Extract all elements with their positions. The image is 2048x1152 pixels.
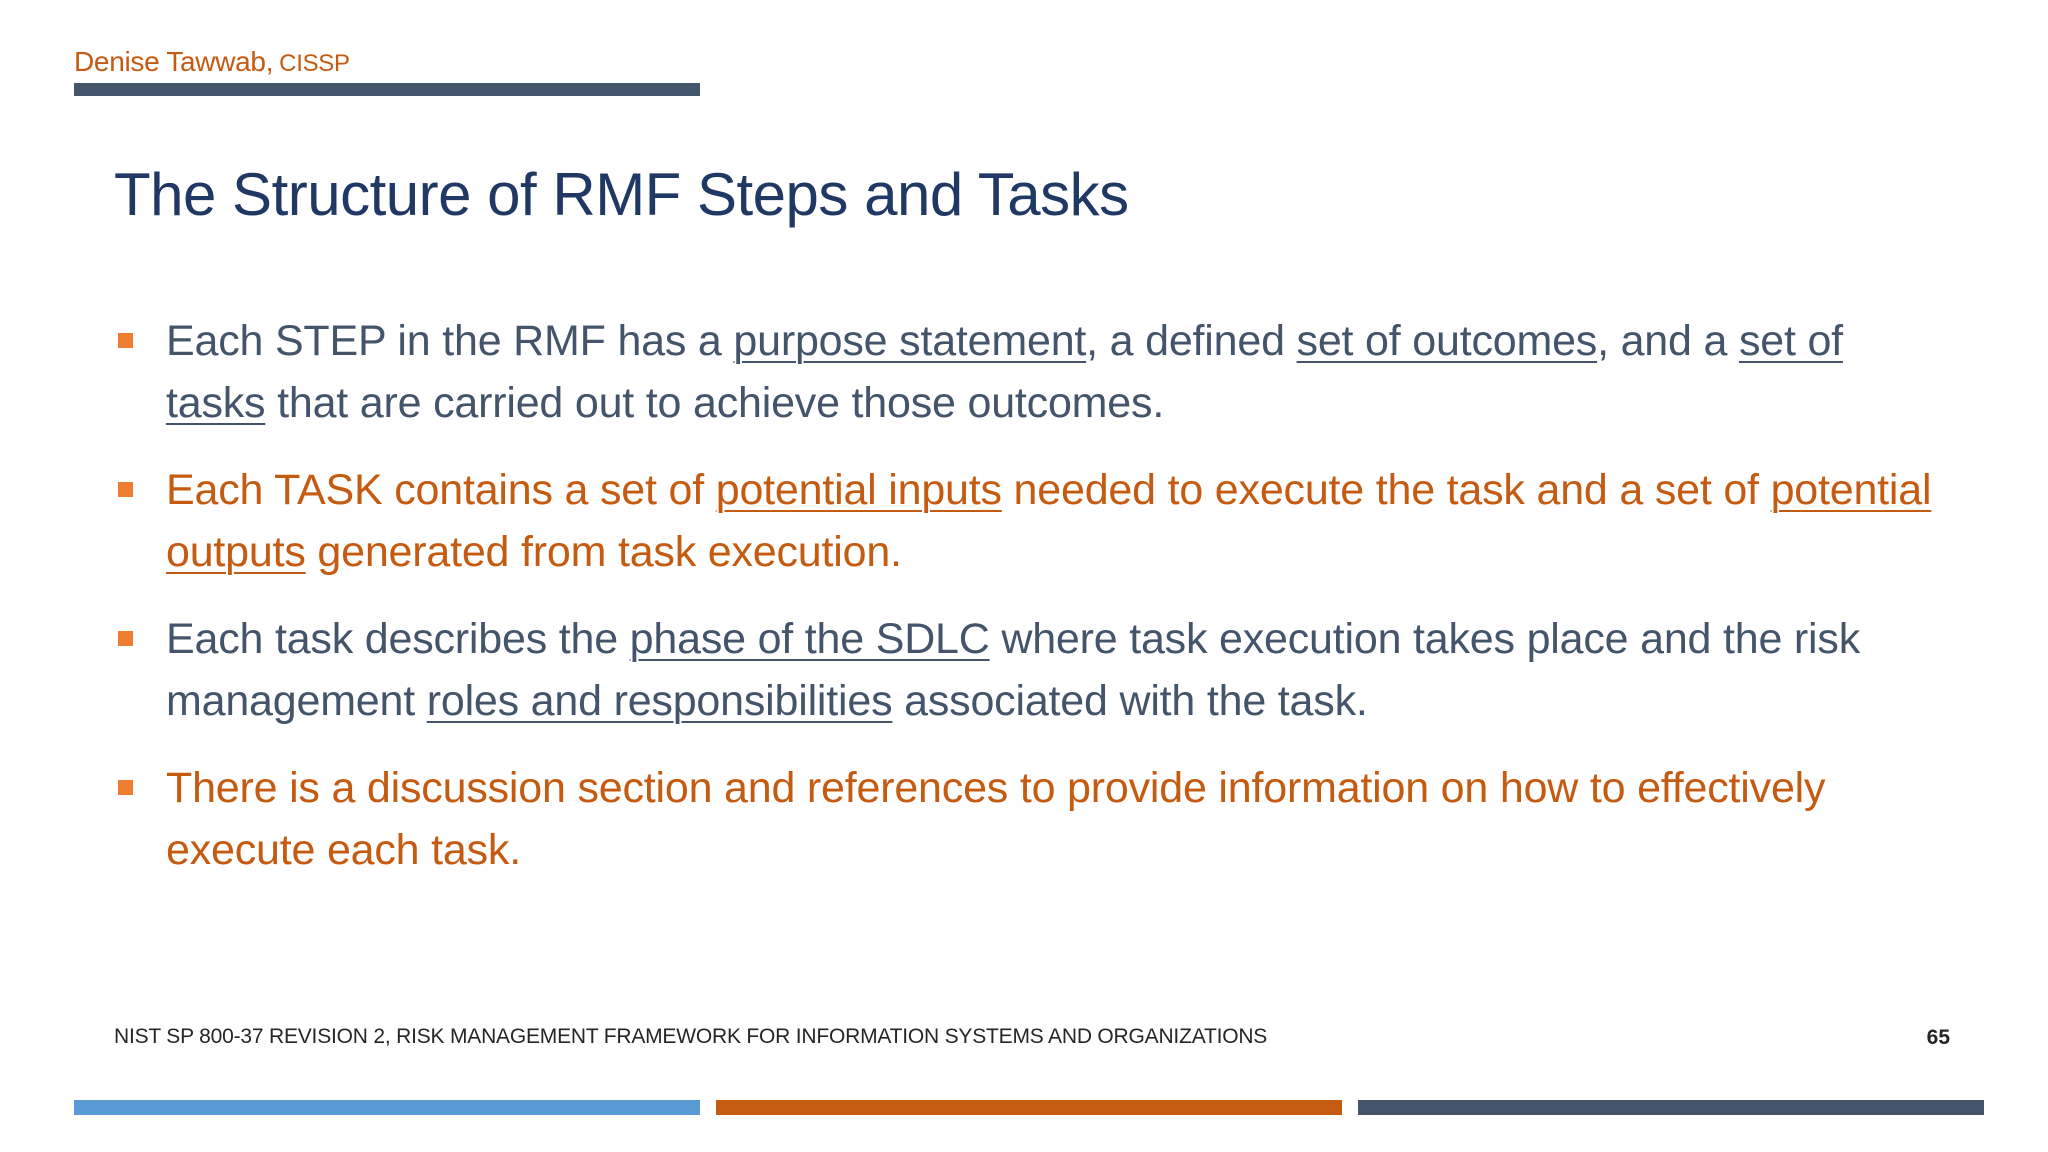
page-number: 65 — [1926, 1026, 1950, 1049]
square-bullet-icon — [118, 631, 133, 646]
bullet-text: generated from task execution. — [305, 528, 902, 576]
bullet-text: Each task describes the — [166, 615, 630, 663]
header-divider-bar — [74, 83, 700, 96]
bullet-item-task-inputs-outputs — [114, 459, 1944, 583]
underlined-term-phase-of-sdlc: phase of the SDLC — [629, 615, 990, 663]
underlined-term-set-of-tasks: set of tasks — [166, 317, 1843, 427]
footer-source: NIST SP 800-37 REVISION 2, RISK MANAGEMENT FRAMEWORK FOR INFORMATION SYSTEMS AND ORGANIZATIONS — [114, 1025, 1268, 1048]
bullet-item-step-structure — [114, 310, 1944, 434]
underlined-term-roles-responsibilities: roles and responsibilities — [426, 677, 893, 725]
square-bullet-icon — [118, 482, 133, 497]
author-label — [74, 46, 350, 78]
bullet-text: where task execution takes place and the risk management — [166, 615, 1860, 725]
bullet-text: Each STEP in the RMF has a — [166, 317, 734, 365]
bullet-text: , and a — [1597, 317, 1739, 365]
footer-bar-blue — [74, 1100, 700, 1115]
bullet-item-sdlc-roles — [114, 608, 1944, 732]
underlined-term-set-of-outcomes: set of outcomes — [1296, 317, 1598, 365]
author-name: Denise Tawwab, — [74, 46, 274, 77]
bullet-item-discussion-references — [114, 757, 1944, 881]
underlined-term-potential-inputs: potential inputs — [715, 466, 1002, 514]
underlined-term-potential-outputs: potential outputs — [166, 466, 1932, 576]
slide-title: The Structure of RMF Steps and Tasks — [114, 161, 1129, 228]
square-bullet-icon — [118, 780, 133, 795]
underlined-term-purpose-statement: purpose statement — [733, 317, 1087, 365]
bullet-text: There is a discussion section and references to provide information on how to effectively execute each task. — [166, 764, 1826, 874]
footer-bar-dark — [1358, 1100, 1984, 1115]
bullet-text: associated with the task. — [892, 677, 1368, 725]
bullet-text: , a defined — [1086, 317, 1297, 365]
bullet-text: that are carried out to achieve those outcomes. — [265, 379, 1165, 427]
bullet-text: Each TASK contains a set of — [166, 466, 716, 514]
bullet-list — [114, 310, 1944, 906]
square-bullet-icon — [118, 333, 133, 348]
footer-bar-orange — [716, 1100, 1342, 1115]
author-credential: CISSP — [279, 50, 350, 77]
bullet-text: needed to execute the task and a set of — [1001, 466, 1771, 514]
